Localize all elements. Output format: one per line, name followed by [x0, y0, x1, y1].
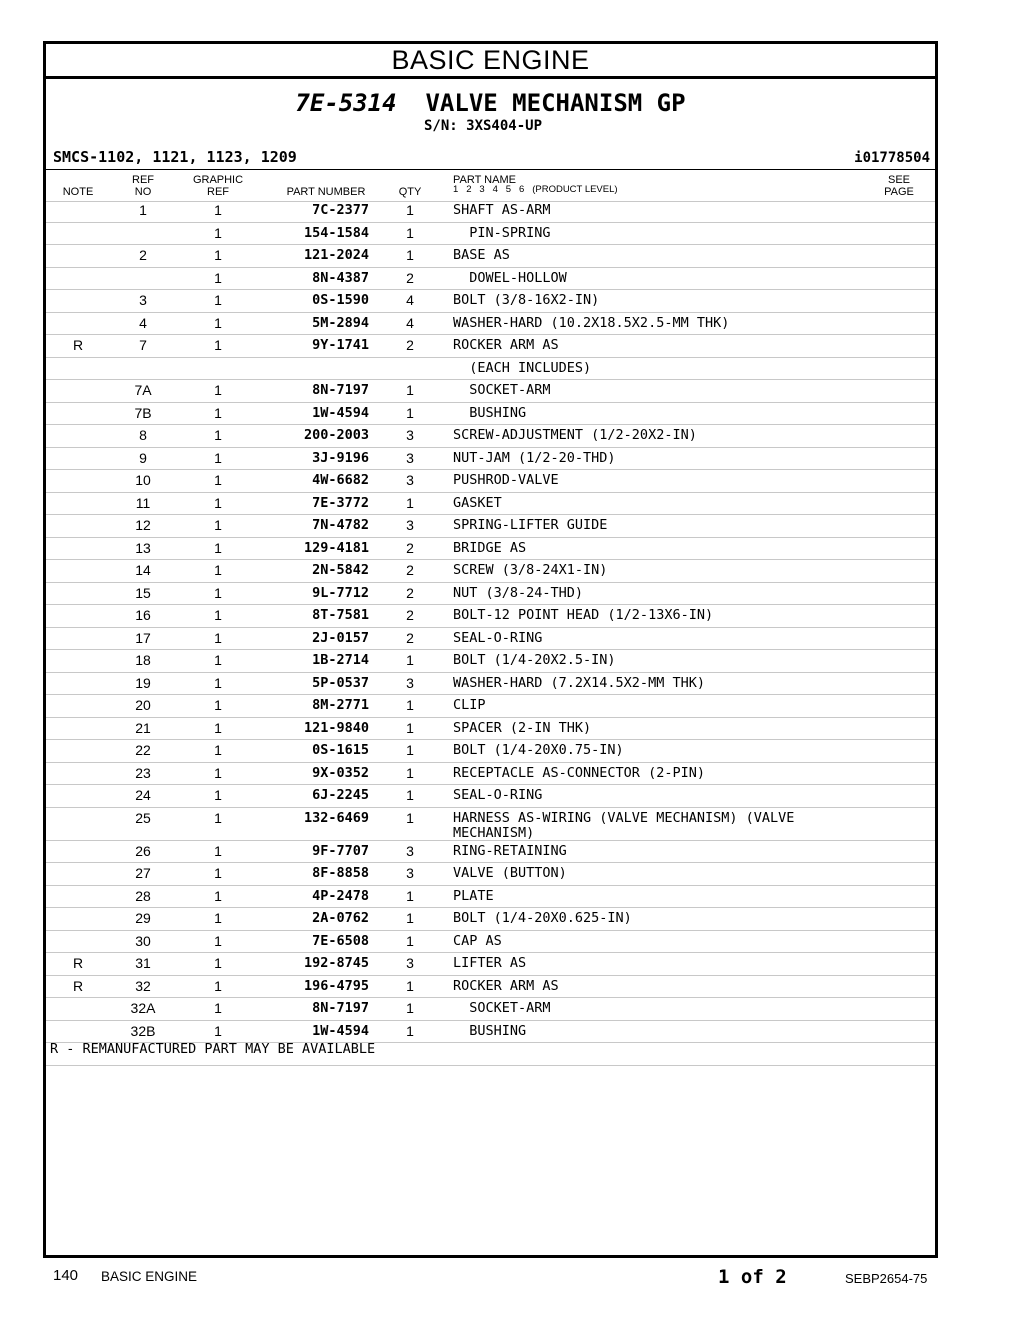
graphic-ref-cell: 1 — [214, 764, 222, 781]
ref-no-cell: 23 — [135, 764, 151, 781]
part-name-cell: SCREW (3/8-24X1-IN) — [453, 562, 608, 578]
part-number-cell: 2J-0157 — [312, 629, 369, 646]
qty-cell: 4 — [406, 314, 414, 331]
graphic-ref-cell: 1 — [214, 584, 222, 601]
table-row — [46, 740, 935, 763]
table-row — [46, 515, 935, 538]
ref-no-cell: 11 — [135, 494, 151, 511]
part-name-cell: SEAL-O-RING — [453, 629, 543, 646]
ref-no-cell: 4 — [139, 314, 147, 331]
part-number-cell: 1W-4594 — [312, 404, 369, 421]
part-number-cell: 3J-9196 — [312, 449, 369, 466]
part-number-cell: 8M-2771 — [312, 697, 369, 713]
graphic-ref-cell: 1 — [214, 292, 222, 308]
graphic-ref-cell: 1 — [214, 314, 222, 331]
part-number-cell: 7E-6508 — [312, 932, 369, 949]
qty-cell: 2 — [406, 269, 414, 286]
part-name-cell: SEAL-O-RING — [453, 787, 543, 803]
qty-cell: 3 — [406, 955, 414, 971]
part-name-cell: BOLT (1/4-20X0.75-IN) — [453, 742, 624, 758]
part-number-cell: 2N-5842 — [312, 562, 369, 578]
qty-cell: 1 — [406, 697, 414, 713]
part-name-cell: BUSHING — [453, 404, 527, 421]
group-part-number: 7E-5314 — [295, 89, 397, 117]
qty-cell: 1 — [406, 742, 414, 758]
part-number-cell: 132-6469 — [303, 809, 369, 826]
ref-no-cell: 14 — [135, 562, 151, 578]
header-see-page-line2: PAGE — [884, 186, 914, 198]
table-row — [46, 200, 935, 223]
qty-cell: 2 — [406, 539, 414, 556]
table-header — [46, 169, 935, 202]
part-name-cell: SPRING-LIFTER GUIDE — [453, 517, 608, 533]
part-number-cell: 9L-7712 — [312, 584, 369, 601]
table-row — [46, 998, 935, 1021]
table-row — [46, 953, 935, 976]
part-name-cell: PUSHROD-VALVE — [453, 472, 559, 488]
part-name-cell: BOLT (1/4-20X2.5-IN) — [453, 652, 616, 668]
ref-no-cell: 9 — [139, 449, 147, 466]
qty-cell: 1 — [406, 404, 414, 421]
table-row — [46, 380, 935, 403]
graphic-ref-cell: 1 — [214, 494, 222, 511]
part-number-cell: 7E-3772 — [312, 494, 369, 511]
part-number-cell: 8N-7197 — [312, 1000, 369, 1016]
document-id: SEBP2654-75 — [845, 1271, 928, 1286]
qty-cell: 3 — [406, 517, 414, 533]
graphic-ref-cell: 1 — [214, 719, 222, 736]
ref-no-cell: 32B — [130, 1022, 156, 1039]
qty-cell: 1 — [406, 719, 414, 736]
part-number-cell: 200-2003 — [303, 427, 369, 443]
part-name-cell: NUT (3/8-24-THD) — [453, 584, 584, 601]
part-number-cell: 192-8745 — [303, 955, 369, 971]
parts-table-body — [46, 200, 935, 1066]
graphic-ref-cell: 1 — [214, 842, 222, 859]
ref-no-cell: 15 — [135, 584, 151, 601]
table-row — [46, 628, 935, 651]
ref-no-cell: 32A — [130, 1000, 156, 1016]
part-name-cell: SOCKET-ARM — [453, 1000, 551, 1016]
part-name-cell: BOLT (1/4-20X0.625-IN) — [453, 910, 632, 926]
part-number-cell: 0S-1590 — [312, 292, 369, 308]
table-row — [46, 1021, 935, 1044]
header-graphic-ref-line2: REF — [207, 186, 229, 198]
part-number-cell: 7C-2377 — [312, 202, 369, 218]
part-number-cell: 1B-2714 — [312, 652, 369, 668]
header-qty: QTY — [398, 186, 422, 198]
part-name-cell: DOWEL-HOLLOW — [453, 269, 567, 286]
ref-no-cell: 3 — [139, 292, 147, 308]
table-row — [46, 425, 935, 448]
ref-no-cell: 20 — [135, 697, 151, 713]
graphic-ref-cell: 1 — [214, 955, 222, 971]
page-number: 140 — [53, 1267, 79, 1284]
part-number-cell: 5P-0537 — [312, 674, 369, 691]
table-row — [46, 808, 935, 841]
table-row — [46, 313, 935, 336]
ref-no-cell: 7B — [134, 404, 152, 421]
part-name-cell: ROCKER ARM AS — [453, 977, 559, 994]
ref-no-cell: 29 — [135, 910, 151, 926]
graphic-ref-cell: 1 — [214, 1022, 222, 1039]
table-row — [46, 841, 935, 864]
ref-no-cell: 13 — [135, 539, 151, 556]
qty-cell: 3 — [406, 865, 414, 881]
graphic-ref-cell: 1 — [214, 629, 222, 646]
part-name-cell: WASHER-HARD (7.2X14.5X2-MM THK) — [453, 674, 705, 691]
qty-cell: 2 — [406, 562, 414, 578]
ref-no-cell: 1 — [139, 202, 147, 218]
table-row — [46, 931, 935, 954]
qty-cell: 1 — [406, 764, 414, 781]
page-of: 1 of 2 — [718, 1266, 787, 1288]
ref-no-cell: 7A — [134, 382, 152, 398]
header-product-level: 1 2 3 4 5 6 (PRODUCT LEVEL) — [453, 184, 618, 195]
part-number-cell: 9F-7707 — [312, 842, 369, 859]
graphic-ref-cell: 1 — [214, 472, 222, 488]
part-number-cell: 4P-2478 — [312, 887, 369, 904]
part-name-cell: BOLT-12 POINT HEAD (1/2-13X6-IN) — [453, 607, 714, 623]
header-part-name: PART NAME — [453, 174, 516, 186]
ref-no-cell: 21 — [135, 719, 151, 736]
qty-cell: 1 — [406, 494, 414, 511]
table-row — [46, 358, 935, 381]
ref-no-cell: 19 — [135, 674, 151, 691]
part-number-cell: 8F-8858 — [312, 865, 369, 881]
table-row — [46, 335, 935, 358]
qty-cell: 2 — [406, 629, 414, 646]
table-row — [46, 583, 935, 606]
group-name: VALVE MECHANISM GP — [425, 89, 686, 117]
ref-no-cell: 18 — [135, 652, 151, 668]
qty-cell: 2 — [406, 584, 414, 601]
part-number-cell: 7N-4782 — [312, 517, 369, 533]
ref-no-cell: 32 — [135, 977, 151, 994]
ref-no-cell: 2 — [139, 247, 147, 263]
part-number-cell: 8N-7197 — [312, 382, 369, 398]
qty-cell: 3 — [406, 427, 414, 443]
group-title — [46, 89, 935, 117]
part-number-cell: 154-1584 — [303, 224, 369, 241]
qty-cell: 1 — [406, 910, 414, 926]
table-row — [46, 763, 935, 786]
part-name-cell: BASE AS — [453, 247, 510, 263]
qty-cell: 1 — [406, 1022, 414, 1039]
graphic-ref-cell: 1 — [214, 404, 222, 421]
graphic-ref-cell: 1 — [214, 652, 222, 668]
part-name-cell: SPACER (2-IN THK) — [453, 719, 592, 736]
part-name-cell: CLIP — [453, 697, 486, 713]
table-row — [46, 560, 935, 583]
qty-cell: 3 — [406, 472, 414, 488]
footer-section: BASIC ENGINE — [101, 1269, 198, 1284]
table-row — [46, 605, 935, 628]
graphic-ref-cell: 1 — [214, 224, 222, 241]
graphic-ref-cell: 1 — [214, 517, 222, 533]
part-name-cell: SOCKET-ARM — [453, 382, 551, 398]
graphic-ref-cell: 1 — [214, 449, 222, 466]
part-number-cell: 1W-4594 — [312, 1022, 369, 1039]
ref-no-cell: 17 — [135, 629, 151, 646]
table-row — [46, 403, 935, 426]
part-number-cell: 129-4181 — [303, 539, 369, 556]
part-name-cell: NUT-JAM (1/2-20-THD) — [453, 449, 616, 466]
footnote: R - REMANUFACTURED PART MAY BE AVAILABLE — [50, 1041, 376, 1057]
part-number-cell: 4W-6682 — [312, 472, 369, 488]
qty-cell: 3 — [406, 449, 414, 466]
table-row — [46, 290, 935, 313]
ref-no-cell: 25 — [135, 809, 151, 826]
table-row — [46, 718, 935, 741]
graphic-ref-cell: 1 — [214, 427, 222, 443]
graphic-ref-cell: 1 — [214, 809, 222, 826]
graphic-ref-cell: 1 — [214, 1000, 222, 1016]
table-row — [46, 650, 935, 673]
illustration-id: i01778504 — [854, 150, 930, 166]
graphic-ref-cell: 1 — [214, 697, 222, 713]
table-row — [46, 886, 935, 909]
part-name-cell: RECEPTACLE AS-CONNECTOR (2-PIN) — [453, 764, 705, 781]
qty-cell: 1 — [406, 887, 414, 904]
part-number-cell: 9Y-1741 — [312, 337, 369, 353]
header-part-number: PART NUMBER — [286, 186, 366, 198]
ref-no-cell: 8 — [139, 427, 147, 443]
part-number-cell: 8N-4387 — [312, 269, 369, 286]
part-name-cell: PLATE — [453, 887, 494, 904]
graphic-ref-cell: 1 — [214, 865, 222, 881]
section-title: BASIC ENGINE — [46, 44, 935, 79]
graphic-ref-cell: 1 — [214, 247, 222, 263]
graphic-ref-cell: 1 — [214, 382, 222, 398]
part-name-cell: CAP AS — [453, 932, 502, 949]
ref-no-cell: 27 — [135, 865, 151, 881]
table-row — [46, 976, 935, 999]
qty-cell: 1 — [406, 202, 414, 218]
table-row — [46, 538, 935, 561]
qty-cell: 1 — [406, 382, 414, 398]
qty-cell: 1 — [406, 652, 414, 668]
graphic-ref-cell: 1 — [214, 977, 222, 994]
part-number-cell: 8T-7581 — [312, 607, 369, 623]
graphic-ref-cell: 1 — [214, 539, 222, 556]
ref-no-cell: 30 — [135, 932, 151, 949]
ref-no-cell: 22 — [135, 742, 151, 758]
part-number-cell: 6J-2245 — [312, 787, 369, 803]
table-row — [46, 908, 935, 931]
graphic-ref-cell: 1 — [214, 674, 222, 691]
graphic-ref-cell: 1 — [214, 562, 222, 578]
ref-no-cell: 28 — [135, 887, 151, 904]
ref-no-cell: 24 — [135, 787, 151, 803]
graphic-ref-cell: 1 — [214, 932, 222, 949]
graphic-ref-cell: 1 — [214, 887, 222, 904]
graphic-ref-cell: 1 — [214, 607, 222, 623]
table-row — [46, 493, 935, 516]
header-note: NOTE — [62, 186, 94, 198]
qty-cell: 1 — [406, 932, 414, 949]
qty-cell: 1 — [406, 1000, 414, 1016]
part-number-cell: 0S-1615 — [312, 742, 369, 758]
qty-cell: 3 — [406, 674, 414, 691]
table-row — [46, 448, 935, 471]
qty-cell: 3 — [406, 842, 414, 859]
table-row — [46, 223, 935, 246]
part-number-cell: 9X-0352 — [312, 764, 369, 781]
graphic-ref-cell: 1 — [214, 337, 222, 353]
part-number-cell: 121-9840 — [303, 719, 369, 736]
part-name-cell: BRIDGE AS — [453, 539, 527, 556]
part-name-cell: (EACH INCLUDES) — [453, 359, 592, 376]
table-row — [46, 695, 935, 718]
header-ref-no-line1: REF — [132, 174, 154, 186]
graphic-ref-cell: 1 — [214, 742, 222, 758]
table-row — [46, 470, 935, 493]
part-number-cell: 121-2024 — [303, 247, 369, 263]
part-name-cell: PIN-SPRING — [453, 224, 551, 241]
qty-cell: 1 — [406, 809, 414, 826]
header-ref-no-line2: NO — [134, 186, 152, 198]
qty-cell: 1 — [406, 224, 414, 241]
table-row — [46, 863, 935, 886]
ref-no-cell: 16 — [135, 607, 151, 623]
table-row — [46, 673, 935, 696]
part-name-cell: SHAFT AS-ARM — [453, 202, 551, 218]
qty-cell: 1 — [406, 977, 414, 994]
smcs-codes: SMCS-1102, 1121, 1123, 1209 — [53, 148, 297, 166]
qty-cell: 1 — [406, 247, 414, 263]
qty-cell: 1 — [406, 787, 414, 803]
graphic-ref-cell: 1 — [214, 910, 222, 926]
header-graphic-ref-line1: GRAPHIC — [192, 174, 244, 186]
note-cell: R — [72, 955, 84, 971]
part-name-cell: RING-RETAINING — [453, 842, 567, 859]
qty-cell: 4 — [406, 292, 414, 308]
part-name-cell: BOLT (3/8-16X2-IN) — [453, 292, 600, 308]
part-number-cell: 5M-2894 — [312, 314, 369, 331]
table-row — [46, 785, 935, 808]
header-see-page-line1: SEE — [887, 174, 910, 186]
part-name-cell: WASHER-HARD (10.2X18.5X2.5-MM THK) — [453, 314, 730, 331]
footnote-row — [46, 1043, 935, 1066]
part-name-cell: SCREW-ADJUSTMENT (1/2-20X2-IN) — [453, 427, 697, 443]
part-name-cell: BUSHING — [453, 1022, 527, 1039]
serial-number: S/N: 3XS404-UP — [424, 118, 543, 134]
parts-list-frame — [43, 41, 938, 1258]
ref-no-cell: 31 — [135, 955, 151, 971]
part-number-cell: 2A-0762 — [312, 910, 369, 926]
graphic-ref-cell: 1 — [214, 787, 222, 803]
note-cell: R — [72, 337, 84, 353]
ref-no-cell: 10 — [135, 472, 151, 488]
graphic-ref-cell: 1 — [214, 202, 222, 218]
part-name-cell: HARNESS AS-WIRING (VALVE MECHANISM) (VALVE MECHANISM) — [453, 809, 803, 841]
part-name-cell: VALVE (BUTTON) — [453, 865, 567, 881]
table-row — [46, 245, 935, 268]
part-name-cell: ROCKER ARM AS — [453, 337, 559, 353]
part-number-cell: 196-4795 — [303, 977, 369, 994]
qty-cell: 2 — [406, 337, 414, 353]
part-name-cell: GASKET — [453, 494, 502, 511]
ref-no-cell: 26 — [135, 842, 151, 859]
table-row — [46, 268, 935, 291]
note-cell: R — [72, 977, 84, 994]
part-name-cell: LIFTER AS — [453, 955, 527, 971]
ref-no-cell: 12 — [135, 517, 151, 533]
ref-no-cell: 7 — [139, 337, 147, 353]
graphic-ref-cell: 1 — [214, 269, 222, 286]
qty-cell: 2 — [406, 607, 414, 623]
